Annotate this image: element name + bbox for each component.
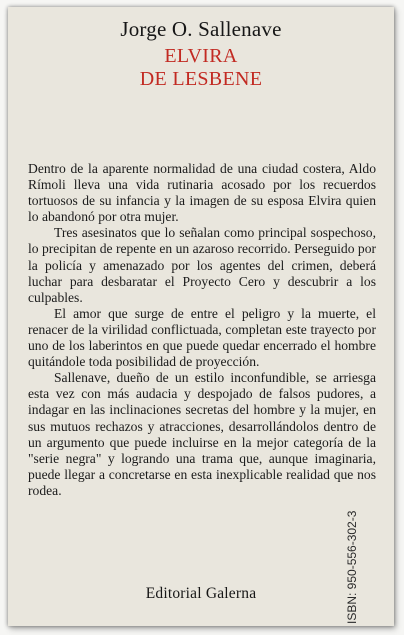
author-name: Jorge O. Sallenave: [120, 17, 282, 41]
synopsis-paragraph-1: Dentro de la aparente normalidad de una ciudad costera, Aldo Rímoli lleva una vida rutinaria acosado por los recuerdos tortuosos de su infancia y la imagen de su esposa Elvira quien lo abandonó por otra mujer.: [28, 161, 376, 225]
publisher-name: Editorial Galerna: [145, 585, 257, 602]
book-title: [8, 45, 394, 91]
book-title-line-2: DE LESBENE: [139, 68, 263, 90]
synopsis-paragraph-2: Tres asesinatos que lo señalan como principal sospechoso, lo precipitan de repente en un azaroso recorrido. Perseguido por la policía y amenazado por los agentes del crimen, deberá luchar para desbaratar el Proyecto Cero y descubrir a los culpables.: [28, 225, 377, 305]
synopsis-paragraph-4: Sallenave, dueño de un estilo inconfundible, se arriesga esta vez con más audacia y despojado de falsos pudores, a indagar en las inclinaciones secretas del hombre y la mujer, en sus mutuos rechazos y atracciones, desarrollándolos dentro de un argumento que puede incluirse en la mejor categoría de la "serie negra" y logrando una trama que, aunque imaginaria, puede llegar a concretarse en esta inexplicable realidad que nos rodea.: [28, 370, 376, 498]
synopsis: [28, 161, 376, 499]
book-title-line-1: ELVIRA: [164, 45, 238, 67]
synopsis-paragraph-3: El amor que surge de entre el peligro y la muerte, el renacer de la virilidad conflictuada, completan este trayecto por uno de los laberintos en que puede quedar encerrado el hombre quitándole toda posibilidad de proyección.: [28, 305, 376, 370]
book-back-cover: [8, 7, 394, 626]
isbn-number: ISBN: 950-556-302-3: [345, 510, 359, 624]
